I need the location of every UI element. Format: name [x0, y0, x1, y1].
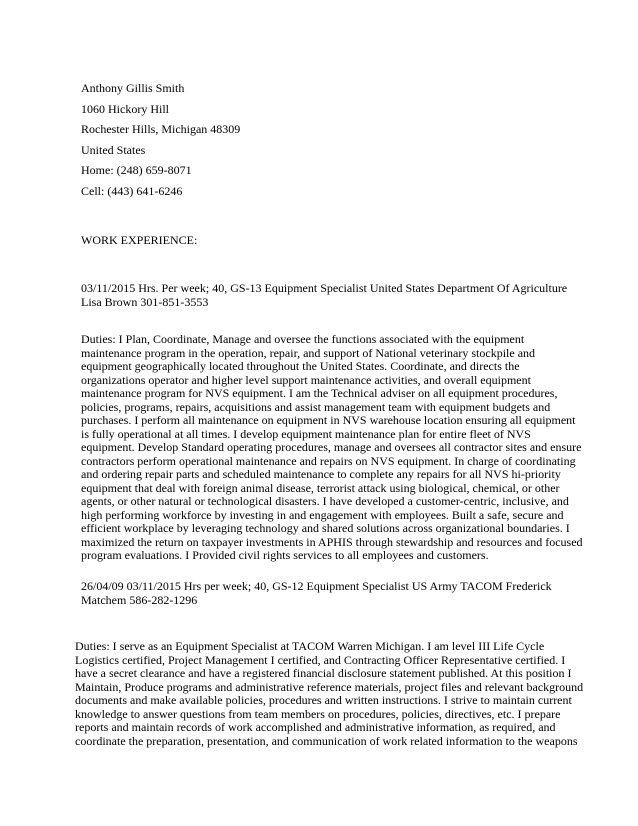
job1-duties-line: maintenance program for NVS equipment. I am the Technical adviser on all equipment procedures, — [81, 386, 558, 400]
job2-duties — [75, 640, 583, 748]
cell-phone: Cell: (443) 641-6246 — [81, 183, 183, 198]
job1-duties-line: high performing workforce by investing in and engagement with employees. Built a safe, secure and — [81, 507, 564, 522]
job2-duties-line: Logistics certified, Project Management I certified, and Contracting Officer Representative certified. I — [75, 652, 566, 667]
job2-duties-line: documents and make available policies, procedures and written instructions. I strive to maintain current — [75, 693, 572, 707]
job1-duties-line: is fully operational at all times. I develop equipment maintenance plan for entire fleet of NVS — [81, 426, 531, 441]
job1-duties-line: equipment. Develop Standard operating procedures, manage and oversees all contractor sites and ensure — [81, 440, 582, 454]
job1-duties-line: Duties: I Plan, Coordinate, Manage and oversee the functions associated with the equipment — [81, 332, 525, 346]
work-experience-heading: WORK EXPERIENCE: — [81, 233, 198, 247]
job2-duties-line: Duties: I serve as an Equipment Specialist at TACOM Warren Michigan. I am level III Life Cycle — [75, 639, 545, 653]
job1-duties-line: program evaluations. I Provided civil rights services to all employees and customers. — [81, 548, 489, 562]
job2-duties-line: reports and maintain records of work accomplished and administrative information, as required, and — [75, 720, 556, 734]
home-phone: Home: (248) 659-8071 — [81, 163, 192, 177]
contact-block — [81, 78, 240, 201]
job1-duties-line: efficient workplace by leveraging technology and shared solutions across organizational boundaries. I — [81, 521, 570, 535]
job2-header — [81, 579, 552, 607]
job1-header-line: Lisa Brown 301-851-3553 — [81, 295, 209, 309]
applicant-name: Anthony Gillis Smith — [81, 81, 185, 95]
job2-header-line: Matchem 586-282-1296 — [81, 593, 198, 607]
city-state-zip: Rochester Hills, Michigan 48309 — [81, 122, 241, 136]
job1-duties-line: purchases. I perform all maintenance on equipment in NVS warehouse location ensuring all equipment — [81, 413, 576, 427]
job1-duties-line: agents, or other natural or technological disasters. I have developed a customer-centric, inclusive, and — [81, 494, 569, 508]
job1-duties — [81, 333, 583, 563]
job1-header — [81, 281, 567, 309]
job1-duties-line: equipment geographically located throughout the United States. Coordinate, and directs the — [81, 359, 520, 373]
country: United States — [81, 142, 146, 157]
job1-header-line: 03/11/2015 Hrs. Per week; 40, GS-13 Equipment Specialist United States Department Of Agriculture — [81, 281, 568, 295]
job2-duties-line: coordinate the preparation, presentation, and communication of work related information to the weapons — [75, 733, 578, 748]
job1-duties-line: contractors perform operational maintenance and repairs on NVS equipment. In charge of coordinating — [81, 453, 576, 468]
job1-duties-line: organizations operator and higher level support maintenance activities, and overall equipment — [81, 372, 531, 387]
job1-duties-line: and ordering repair parts and scheduled maintenance to complete any repairs for all NVS hi-priority — [81, 467, 561, 481]
job2-duties-line: knowledge to answer questions from team members on procedures, policies, directives, etc. I prepare — [75, 706, 561, 721]
street-address: 1060 Hickory Hill — [81, 101, 169, 116]
job2-duties-line: have a secret clearance and have a registered financial disclosure statement published. At this position I — [75, 666, 572, 680]
job1-duties-line: maximized the return on taxpayer investments in APHIS through stewardship and resources and focused — [81, 534, 583, 549]
job1-duties-line: maintenance program in the operation, repair, and support of National veterinary stockpile and — [81, 345, 536, 360]
job1-duties-line: equipment that deal with foreign animal disease, terrorist attack using biological, chemical, or other — [81, 480, 560, 495]
job1-duties-line: policies, programs, repairs, acquisitions and assist management team with equipment budgets and — [81, 399, 551, 414]
job2-duties-line: Maintain, Produce programs and administrative reference materials, project files and relevant background — [75, 679, 584, 694]
job2-header-line: 26/04/09 03/11/2015 Hrs per week; 40, GS-12 Equipment Specialist US Army TACOM Frederick — [81, 579, 552, 593]
